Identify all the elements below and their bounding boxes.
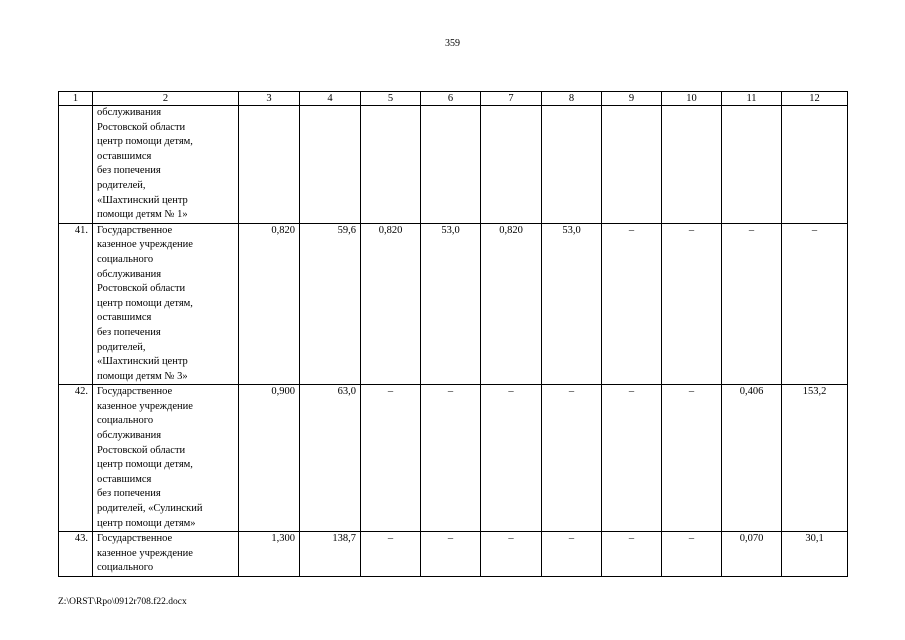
table-row [59,532,848,577]
institution-name: обслуживания Ростовской области центр помощи детям, оставшимся без попечения родителей, «Шахтинский центр помощи детям № 1» [93,106,239,224]
value-cell: 0,900 [239,385,300,532]
value-cell: 30,1 [782,532,848,577]
page-number: 359 [445,38,460,49]
column-header: 6 [421,92,481,106]
footer-file-path: Z:\ORST\Rpo\0912r708.f22.docx [58,597,187,607]
value-cell [300,106,361,224]
value-cell: 53,0 [542,223,602,385]
value-cell: – [602,532,662,577]
institution-name: Государственное казенное учреждение социального обслуживания Ростовской области центр помощи детям, оставшимся без попечения родителей, «Сулинский центр помощи детям» [93,385,239,532]
column-header: 12 [782,92,848,106]
value-cell: 0,820 [361,223,421,385]
value-cell: 0,406 [722,385,782,532]
value-cell: 59,6 [300,223,361,385]
value-cell: 63,0 [300,385,361,532]
value-cell: 53,0 [421,223,481,385]
column-header: 9 [602,92,662,106]
value-cell: – [361,532,421,577]
value-cell: – [421,532,481,577]
value-cell: – [481,532,542,577]
column-header: 3 [239,92,300,106]
table-row [59,223,848,385]
institution-name: Государственное казенное учреждение социального [93,532,239,577]
value-cell: – [542,385,602,532]
value-cell: – [602,223,662,385]
institution-name: Государственное казенное учреждение социального обслуживания Ростовской области центр помощи детям, оставшимся без попечения родителей, «Шахтинский центр помощи детям № 3» [93,223,239,385]
value-cell: 153,2 [782,385,848,532]
value-cell [602,106,662,224]
value-cell: – [662,223,722,385]
column-header: 8 [542,92,602,106]
value-cell: 0,070 [722,532,782,577]
row-index: 42. [59,385,93,532]
row-index: 43. [59,532,93,577]
row-index: 41. [59,223,93,385]
value-cell: – [481,385,542,532]
column-header: 4 [300,92,361,106]
value-cell: 138,7 [300,532,361,577]
column-header: 2 [93,92,239,106]
value-cell [782,106,848,224]
column-header: 11 [722,92,782,106]
value-cell: – [542,532,602,577]
value-cell [481,106,542,224]
value-cell: – [421,385,481,532]
table-header-row [59,92,848,106]
value-cell: 1,300 [239,532,300,577]
column-header: 5 [361,92,421,106]
value-cell: – [722,223,782,385]
value-cell: 0,820 [239,223,300,385]
value-cell [662,106,722,224]
value-cell [421,106,481,224]
value-cell: – [602,385,662,532]
table-row [59,385,848,532]
column-header: 10 [662,92,722,106]
column-header: 7 [481,92,542,106]
column-header: 1 [59,92,93,106]
value-cell: – [662,385,722,532]
value-cell: – [782,223,848,385]
value-cell [239,106,300,224]
value-cell [722,106,782,224]
table-row [59,106,848,224]
value-cell: – [662,532,722,577]
row-index [59,106,93,224]
data-table [58,91,848,577]
value-cell: – [361,385,421,532]
value-cell [542,106,602,224]
value-cell: 0,820 [481,223,542,385]
value-cell [361,106,421,224]
